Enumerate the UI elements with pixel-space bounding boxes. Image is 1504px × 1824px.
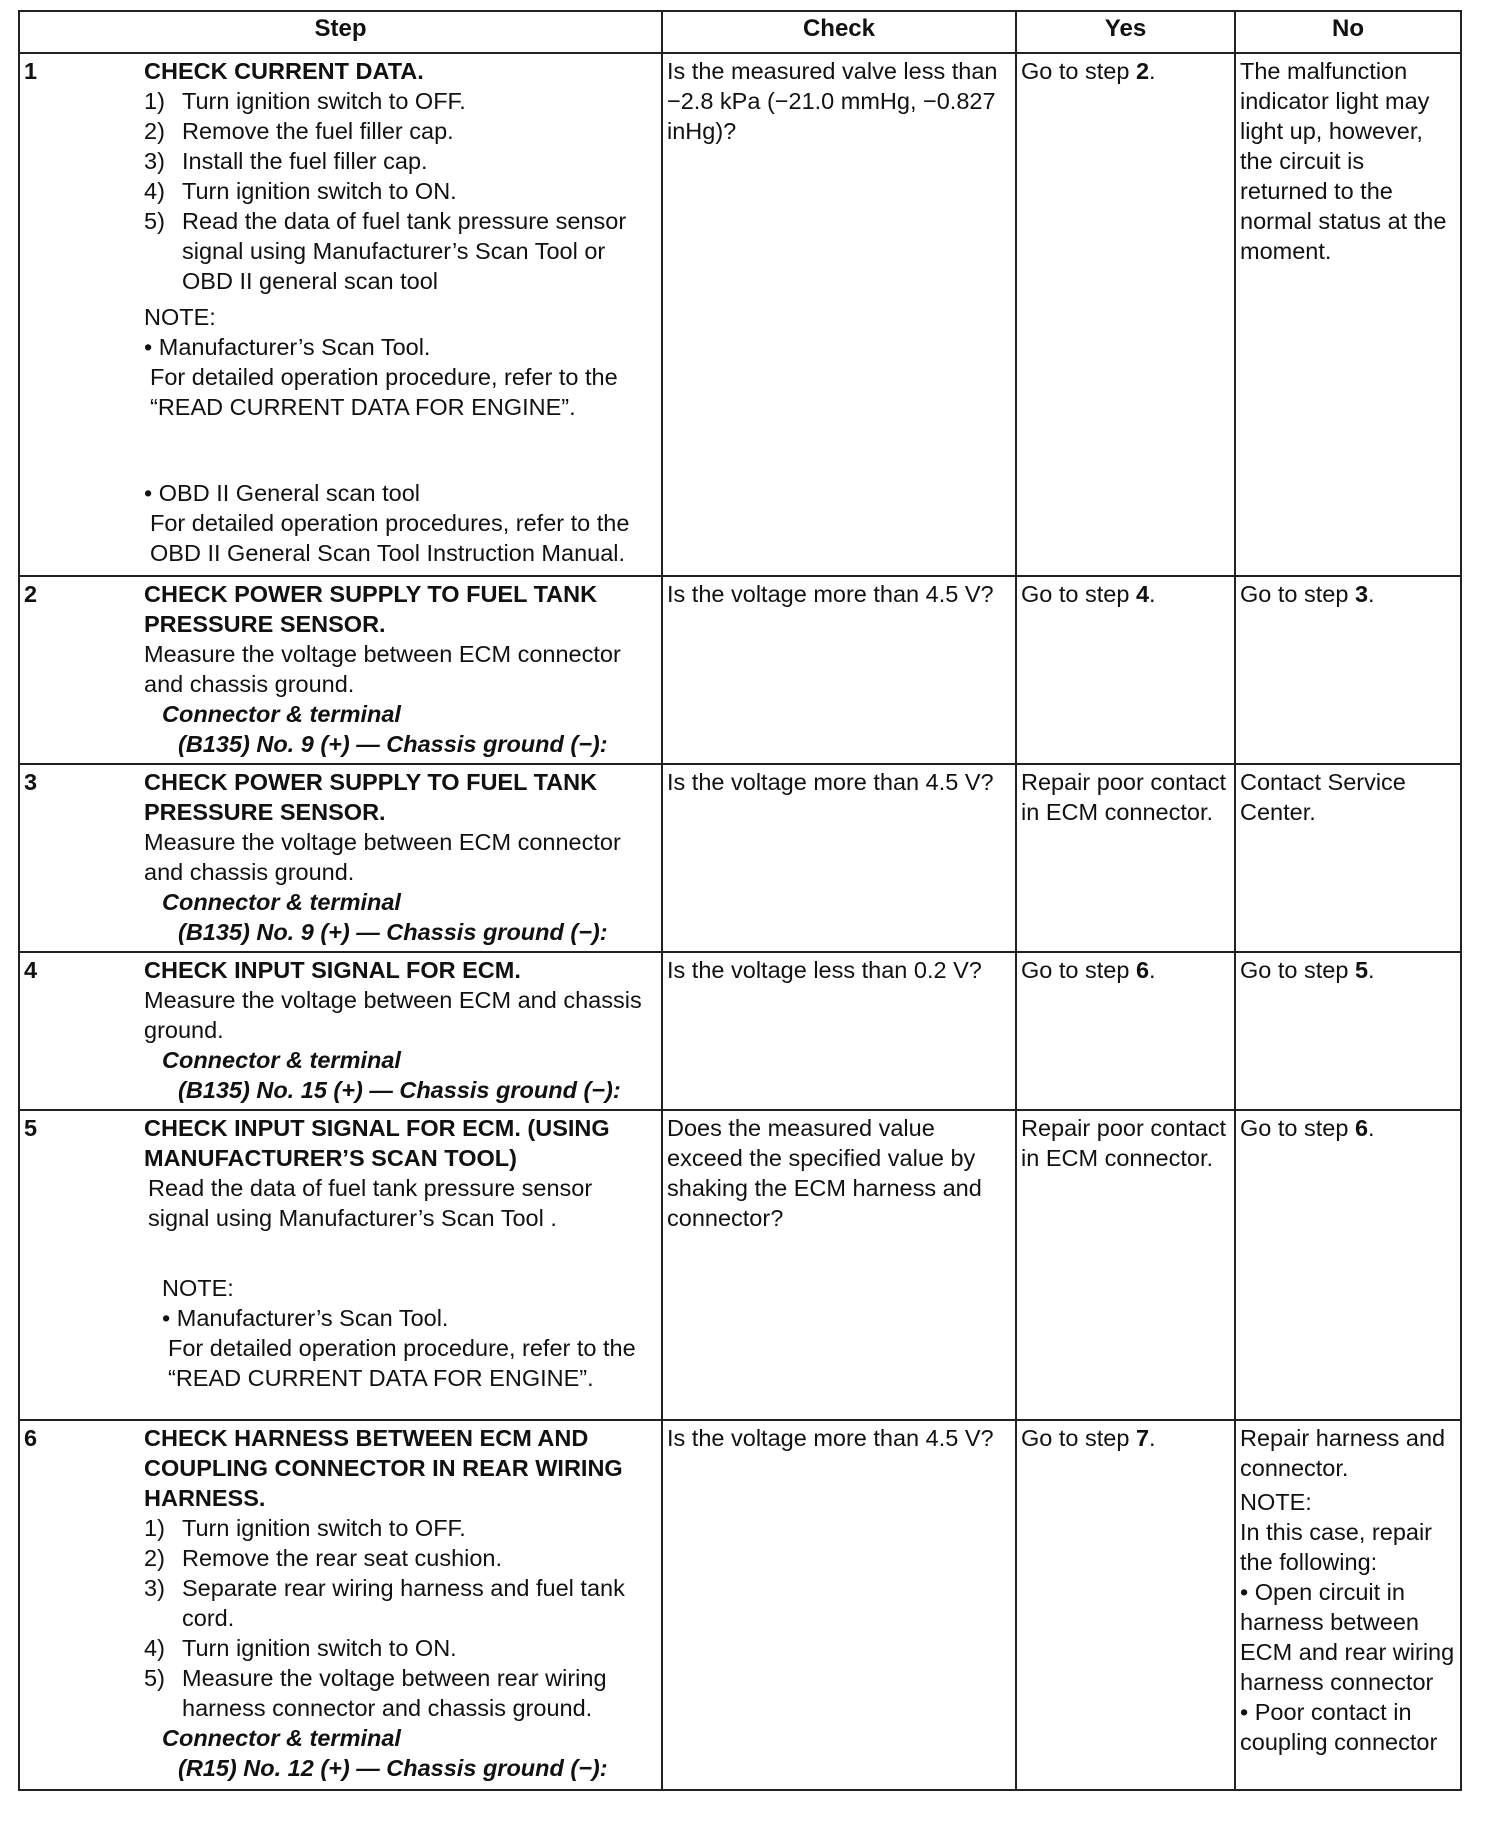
step-title: CHECK INPUT SIGNAL FOR ECM. (USING MANUFACTURER’S SCAN TOOL) xyxy=(144,1115,610,1171)
list-item: 2) Remove the rear seat cushion. xyxy=(144,1545,503,1571)
step-title: CHECK CURRENT DATA. xyxy=(144,58,424,84)
table-row-step-3 xyxy=(19,764,1461,952)
no-text: Repair harness and connector. xyxy=(1240,1425,1446,1481)
step-number: 5 xyxy=(24,1115,38,1141)
yes-cell: Repair poor contact in ECM connector. xyxy=(1016,764,1235,952)
step-cell xyxy=(19,764,662,952)
no-cell: The malfunction indicator light may light up, however, the circuit is returned to the normal status at the moment. xyxy=(1235,53,1461,576)
check-cell: Does the measured value exceed the specified value by shaking the ECM harness and connector? xyxy=(662,1110,1016,1420)
step-number: 2 xyxy=(24,581,38,607)
step-cell xyxy=(19,53,662,576)
step-cell xyxy=(19,1110,662,1420)
step-cell xyxy=(19,576,662,764)
step-text: Measure the voltage between ECM and chassis ground. xyxy=(144,987,642,1043)
diagnostic-procedure-table xyxy=(18,10,1460,1791)
check-cell: Is the voltage more than 4.5 V? xyxy=(662,576,1016,764)
no-cell xyxy=(1235,1420,1461,1790)
no-cell: Contact Service Center. xyxy=(1235,764,1461,952)
table-row-step-4 xyxy=(19,952,1461,1110)
step-ref: 6 xyxy=(1354,1115,1369,1141)
table-row-step-1 xyxy=(19,53,1461,576)
step-text: Measure the voltage between ECM connector and chassis ground. xyxy=(144,829,621,885)
step-title: CHECK HARNESS BETWEEN ECM AND COUPLING CONNECTOR IN REAR WIRING HARNESS. xyxy=(144,1425,623,1511)
check-cell: Is the measured valve less than −2.8 kPa (−21.0 mmHg, −0.827 inHg)? xyxy=(662,53,1016,576)
connector-terminal-label: Connector & terminal xyxy=(162,889,401,915)
connector-terminal-label: Connector & terminal xyxy=(162,1725,401,1751)
step-ref: 6 xyxy=(1135,957,1150,983)
header-check: Check xyxy=(662,11,1016,53)
list-item: 4) Turn ignition switch to ON. xyxy=(144,178,457,204)
header-no: No xyxy=(1235,11,1461,53)
step-text: Measure the voltage between ECM connector and chassis ground. xyxy=(144,641,621,697)
note-text: For detailed operation procedure, refer to the “READ CURRENT DATA FOR ENGINE”. xyxy=(150,364,618,420)
step-cell xyxy=(19,952,662,1110)
note-text: For detailed operation procedures, refer to the OBD II General Scan Tool Instruction Manual. xyxy=(150,510,630,566)
no-cell: Go to step 5. xyxy=(1235,952,1461,1110)
table-row-step-5 xyxy=(19,1110,1461,1420)
connector-terminal-label: Connector & terminal xyxy=(162,1047,401,1073)
list-item: 2) Remove the fuel filler cap. xyxy=(144,118,454,144)
step-number: 1 xyxy=(24,58,38,84)
list-item: 4) Turn ignition switch to ON. xyxy=(144,1635,457,1661)
connector-terminal-value: (R15) No. 12 (+) — Chassis ground (−): xyxy=(178,1755,608,1781)
note-bullet: • Manufacturer’s Scan Tool. xyxy=(162,1305,449,1331)
step-ref: 3 xyxy=(1354,581,1369,607)
note-text: In this case, repair the following: xyxy=(1240,1519,1433,1575)
procedure-list xyxy=(144,86,659,296)
list-item: 5) Read the data of fuel tank pressure sensor signal using Manufacturer’s Scan Tool or OBD II general scan tool xyxy=(144,208,627,294)
step-number: 6 xyxy=(24,1425,38,1451)
note-label: NOTE: xyxy=(162,1275,234,1301)
step-ref: 2 xyxy=(1135,58,1150,84)
yes-cell: Go to step 7. xyxy=(1016,1420,1235,1790)
check-cell: Is the voltage less than 0.2 V? xyxy=(662,952,1016,1110)
step-ref: 4 xyxy=(1135,581,1150,607)
yes-cell: Repair poor contact in ECM connector. xyxy=(1016,1110,1235,1420)
header-yes: Yes xyxy=(1016,11,1235,53)
connector-terminal-value: (B135) No. 9 (+) — Chassis ground (−): xyxy=(178,919,608,945)
no-cell: Go to step 6. xyxy=(1235,1110,1461,1420)
list-item: 1) Turn ignition switch to OFF. xyxy=(144,88,466,114)
connector-terminal-value: (B135) No. 9 (+) — Chassis ground (−): xyxy=(178,731,608,757)
note-bullet: • Poor contact in coupling connector xyxy=(1240,1699,1438,1755)
note-bullet: • Manufacturer’s Scan Tool. xyxy=(144,334,431,360)
list-item: 3) Separate rear wiring harness and fuel tank cord. xyxy=(144,1575,625,1631)
yes-cell: Go to step 2. xyxy=(1016,53,1235,576)
step-title: CHECK INPUT SIGNAL FOR ECM. xyxy=(144,957,521,983)
note-label: NOTE: xyxy=(1240,1489,1312,1515)
list-item: 1) Turn ignition switch to OFF. xyxy=(144,1515,466,1541)
check-cell: Is the voltage more than 4.5 V? xyxy=(662,1420,1016,1790)
list-item: 3) Install the fuel filler cap. xyxy=(144,148,428,174)
header-row xyxy=(19,11,1461,53)
procedure-table xyxy=(18,10,1462,1791)
table-row-step-2 xyxy=(19,576,1461,764)
step-ref: 7 xyxy=(1135,1425,1150,1451)
header-step: Step xyxy=(19,11,662,53)
step-cell xyxy=(19,1420,662,1790)
note-text: For detailed operation procedure, refer to the “READ CURRENT DATA FOR ENGINE”. xyxy=(168,1335,636,1391)
step-title: CHECK POWER SUPPLY TO FUEL TANK PRESSURE SENSOR. xyxy=(144,769,598,825)
table-row-step-6 xyxy=(19,1420,1461,1790)
yes-cell: Go to step 4. xyxy=(1016,576,1235,764)
step-title: CHECK POWER SUPPLY TO FUEL TANK PRESSURE SENSOR. xyxy=(144,581,598,637)
step-number: 3 xyxy=(24,769,38,795)
note-label: NOTE: xyxy=(144,304,216,330)
step-number: 4 xyxy=(24,957,38,983)
connector-terminal-value: (B135) No. 15 (+) — Chassis ground (−): xyxy=(178,1077,621,1103)
note-bullet: • OBD II General scan tool xyxy=(144,480,420,506)
no-cell: Go to step 3. xyxy=(1235,576,1461,764)
procedure-list xyxy=(144,1513,659,1723)
list-item: 5) Measure the voltage between rear wiring harness connector and chassis ground. xyxy=(144,1665,607,1721)
check-cell: Is the voltage more than 4.5 V? xyxy=(662,764,1016,952)
note-bullet: • Open circuit in harness between ECM and rear wiring harness connector xyxy=(1240,1579,1455,1695)
yes-cell: Go to step 6. xyxy=(1016,952,1235,1110)
step-ref: 5 xyxy=(1354,957,1369,983)
step-text: Read the data of fuel tank pressure sensor signal using Manufacturer’s Scan Tool . xyxy=(148,1175,593,1231)
connector-terminal-label: Connector & terminal xyxy=(162,701,401,727)
